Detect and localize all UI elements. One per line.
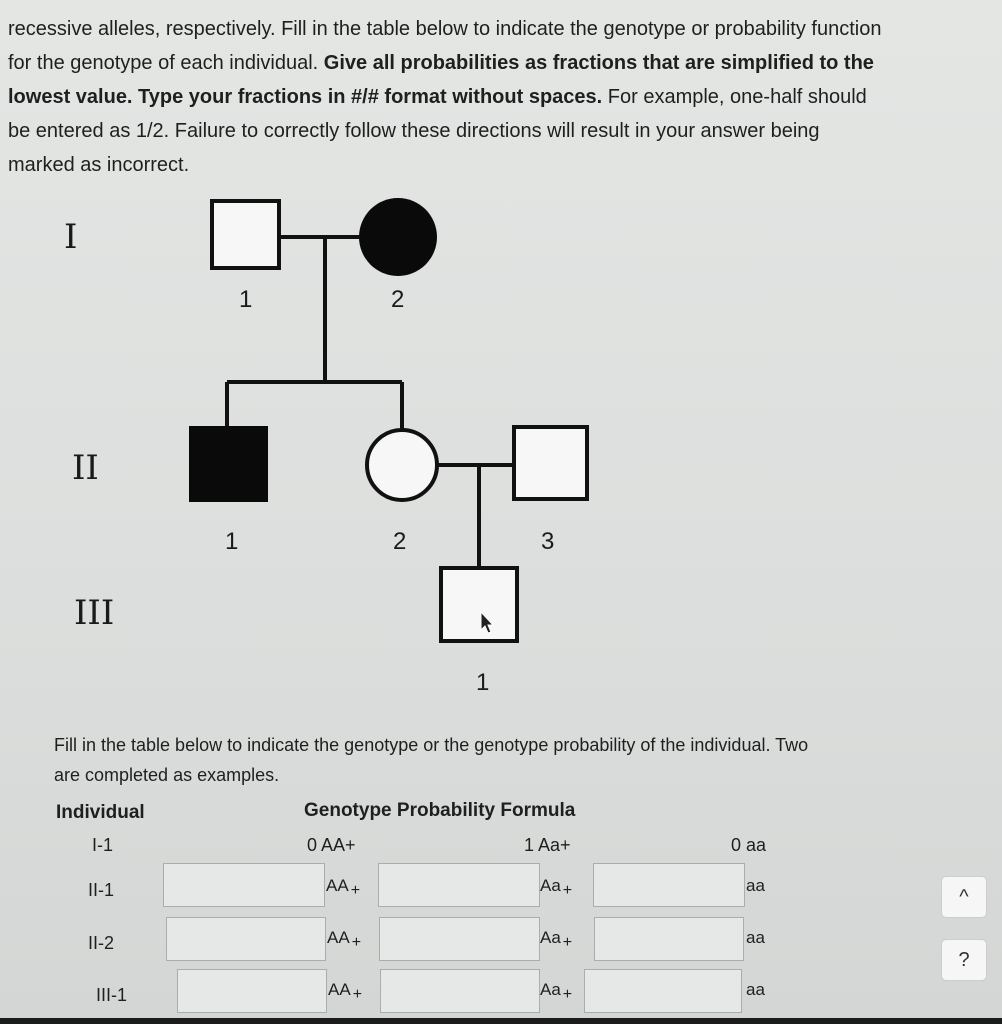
instructions-line-2-text: for the genotype of each individual. <box>8 52 324 74</box>
instructions-line-5: marked as incorrect. <box>8 154 190 176</box>
suffix-AA-text: AA <box>327 928 350 947</box>
instructions-line-3-text: For example, one-half should <box>602 86 867 108</box>
input-III-1-AA[interactable] <box>177 969 327 1013</box>
header-genotype-formula: Genotype Probability Formula <box>304 800 576 821</box>
gen2-male-3 <box>514 427 587 499</box>
gen1-male-1 <box>212 201 279 268</box>
input-II-2-AA[interactable] <box>166 917 326 961</box>
input-II-1-Aa[interactable] <box>378 863 540 907</box>
example-row-AA: 0 AA+ <box>307 835 356 855</box>
gen1-label-2: 2 <box>391 286 405 313</box>
input-II-1-aa[interactable] <box>593 863 745 907</box>
suffix-AA <box>328 980 363 1003</box>
input-II-2-Aa[interactable] <box>379 917 540 961</box>
input-III-1-aa[interactable] <box>584 969 742 1013</box>
row-individual-III-1: III-1 <box>96 985 128 1005</box>
plus-sign: + <box>562 882 573 899</box>
generation-label-III: III <box>74 593 115 633</box>
input-II-1-AA[interactable] <box>163 863 325 907</box>
suffix-Aa <box>540 876 573 899</box>
scroll-up-button[interactable] <box>942 877 986 917</box>
example-row-Aa: 1 Aa+ <box>524 835 571 855</box>
gen2-label-2: 2 <box>393 528 407 555</box>
generation-label-I: I <box>64 217 78 257</box>
header-individual: Individual <box>56 802 145 823</box>
chevron-up-icon: ^ <box>959 885 969 908</box>
gen2-label-3: 3 <box>541 528 555 555</box>
help-button[interactable] <box>942 940 986 980</box>
suffix-Aa-text: Aa <box>540 876 561 895</box>
gen2-label-1: 1 <box>225 528 239 555</box>
example-row-individual: I-1 <box>92 835 114 855</box>
plus-sign: + <box>352 986 363 1003</box>
row-individual-II-2: II-2 <box>88 933 115 953</box>
instructions-line-2-bold: Give all probabilities as fractions that are simplified to the <box>323 52 874 74</box>
instructions-line-1: recessive alleles, respectively. Fill in the table below to indicate the genotype or probability function <box>8 18 882 40</box>
suffix-Aa-text: Aa <box>540 928 561 947</box>
suffix-Aa-text: Aa <box>540 980 561 999</box>
plus-sign: + <box>350 882 361 899</box>
suffix-AA <box>326 876 361 899</box>
suffix-aa: aa <box>746 928 765 947</box>
suffix-aa: aa <box>746 876 765 895</box>
plus-sign: + <box>351 934 362 951</box>
bottom-edge <box>0 1018 1002 1024</box>
instructions-line-4: be entered as 1/2. Failure to correctly follow these directions will result in your answer being <box>8 120 820 142</box>
generation-label-II: II <box>72 448 99 488</box>
suffix-AA-text: AA <box>328 980 351 999</box>
gen3-label-1: 1 <box>476 669 490 696</box>
suffix-AA-text: AA <box>326 876 349 895</box>
table-instructions-line-2: are completed as examples. <box>54 765 280 785</box>
suffix-aa: aa <box>746 980 765 999</box>
suffix-Aa <box>540 980 573 1003</box>
gen2-male-1-affected <box>189 426 268 502</box>
row-individual-II-1: II-1 <box>88 880 115 900</box>
plus-sign: + <box>562 934 573 951</box>
plus-sign: + <box>562 986 573 1003</box>
suffix-Aa <box>540 928 573 951</box>
gen3-male-1 <box>441 568 517 641</box>
gen1-label-1: 1 <box>239 286 253 313</box>
instructions-line-3-bold: lowest value. Type your fractions in #/# format without spaces. <box>8 86 603 108</box>
table-instructions-line-1: Fill in the table below to indicate the genotype or the genotype probability of the individual. Two <box>54 735 809 755</box>
table-instructions <box>54 730 954 790</box>
input-III-1-Aa[interactable] <box>380 969 540 1013</box>
input-II-2-aa[interactable] <box>594 917 744 961</box>
example-row-aa: 0 aa <box>731 835 767 855</box>
help-icon: ? <box>958 948 970 971</box>
gen1-female-2-affected <box>359 198 437 276</box>
suffix-AA <box>327 928 362 951</box>
gen2-female-2 <box>367 430 437 500</box>
